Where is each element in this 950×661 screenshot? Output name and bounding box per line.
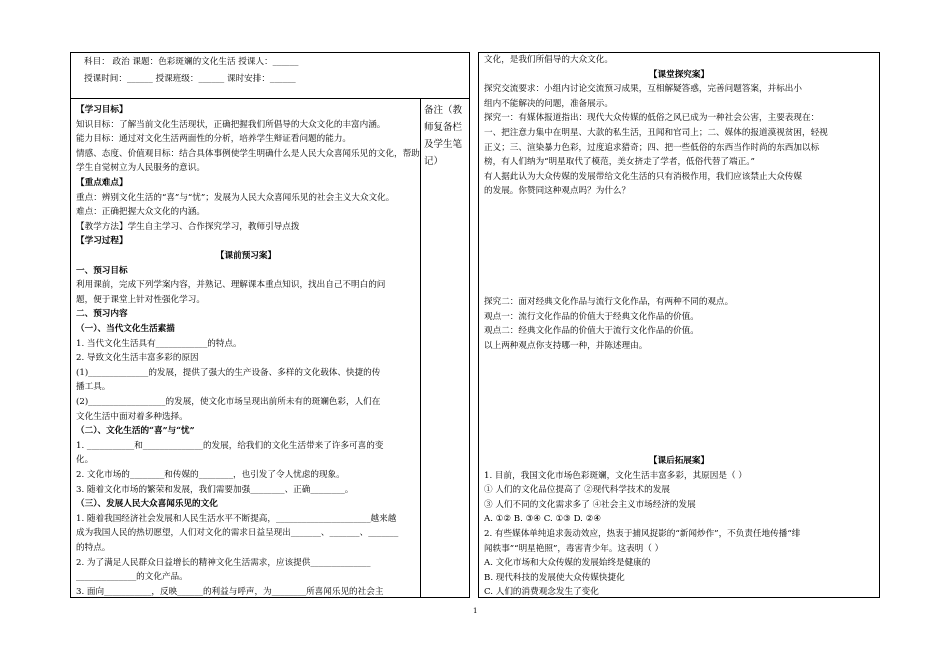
left-line: 题，便于课堂上针对性强化学习。	[76, 294, 205, 305]
right-line: 探究一：有媒体报道指出：现代大众传媒的低俗之风已成为一种社会公害，主要表现在：	[484, 113, 820, 124]
inquiry2-line: 观点一：流行文化作品的价值大于经典文化作品的价值。	[484, 311, 699, 322]
left-line: 【学习过程】	[76, 236, 128, 247]
left-line: 1. 当代文化生活具有____________的特点。	[76, 338, 242, 349]
inquiry2-line: 观点二：经典文化作品的价值大于流行文化作品的价值。	[484, 326, 699, 337]
left-line: 学生自觉树立为人民服务的意识。	[76, 163, 205, 174]
extension-line: 闻轶事”“明星艳照”，毒害青少年。这表明（ ）	[484, 543, 664, 554]
right-line: 榜，有人们纳为“明星取代了模范，美女挤走了学者，低俗代替了端正。”	[484, 157, 755, 168]
left-line: 【课前预习案】	[215, 251, 277, 261]
right-line: 探究交流要求：小组内讨论交流预习成果，互相解疑答惑，完善问题答案，并标出小	[484, 84, 802, 95]
extension-line: C. 人们的消费观念发生了变化	[484, 587, 599, 598]
left-line: 【学习目标】	[76, 105, 128, 115]
right-line: 的发展。你赞同这种观点吗？为什么？	[484, 186, 631, 197]
left-line: 2. 为了满足人民群众日益增长的精神文化生活需求，应该提供______________	[76, 557, 371, 568]
left-line: 1. ___________和______________的发展，给我们的文化生活带来了许多可喜的变	[76, 440, 384, 451]
left-line: （二）、文化生活的“喜”与“忧”	[76, 426, 195, 437]
left-line: 能力目标：通过对文化生活两面性的分析，培养学生辩证看问题的能力。	[76, 134, 352, 145]
notes-divider	[420, 98, 421, 598]
page-number: 1	[473, 607, 478, 615]
extension-line: 1. 目前，我国文化市场色彩斑斓，文化生活丰富多彩，其原因是（ ）	[484, 470, 747, 481]
extension-line: A. 文化市场和大众传媒的发展始终是健康的	[484, 558, 651, 569]
left-line: （三）、发展人民大众喜闻乐见的文化	[76, 499, 218, 510]
left-line: （一）、当代文化生活素描	[76, 324, 175, 334]
right-line: 一、把注意力集中在明星、大款的私生活，丑闻和官司上；二、媒体的报道漠视贫困，轻视	[484, 128, 828, 138]
extension-line: B. 现代科技的发展使大众传媒快捷化	[484, 572, 625, 583]
extension-line: ① 人们的文化品位提高了 ②现代科学技术的发展	[484, 485, 670, 496]
left-line: 的特点。	[76, 543, 111, 553]
left-line: 文化生活中面对着多种选择。	[76, 411, 188, 422]
right-line: 文化，是我们所倡导的大众文化。	[484, 55, 613, 65]
header-subject-line: 科目： 政治 课题：色彩斑斓的文化生活 授课人：______	[84, 57, 299, 67]
left-line: 2. 导致文化生活丰富多彩的原因	[76, 353, 199, 364]
left-line: 重点：辨别文化生活的“喜”与“忧”；发展为人民大众喜闻乐见的社会主义大众文化。	[76, 192, 395, 203]
left-line: 难点：正确把握大众文化的内涵。	[76, 207, 205, 218]
right-line: 组内不能解决的问题，准备展示。	[484, 98, 613, 109]
extension-line: 2. 有些媒体单纯追求轰动效应，热衷于捕风捉影的“新闻炒作”，不负责任地传播“绯	[484, 529, 801, 539]
extension-line: ③ 人们不同的文化需求多了 ④社会主义市场经济的发展	[484, 499, 696, 510]
extension-line: 【课后拓展案】	[648, 456, 710, 466]
inquiry2-line: 探究二：面对经典文化作品与流行文化作品，有两种不同的观点。	[484, 297, 734, 307]
extension-line: A. ①② B. ③④ C. ①③ D. ②④	[484, 514, 602, 525]
left-line: 1. 随着我国经济社会发展和人民生活水平不断提高，______________________越来越	[76, 513, 397, 524]
inquiry2-line: 以上两种观点你支持哪一种，并陈述理由。	[484, 340, 648, 351]
left-line: ______________的文化产品。	[76, 572, 188, 583]
left-line: 利用课前，完成下列学案内容，并熟记、理解课本重点知识，找出自己不明白的问	[76, 280, 386, 291]
left-line: 化。	[76, 455, 94, 466]
left-line: 3. 面向___________，反映______的利益与呼声，为________所喜闻乐见的社会主	[76, 586, 384, 597]
notes-label: 备注（教师复备栏及学生笔记）	[424, 105, 463, 167]
header-time-line: 授课时间：______ 授课班级：______ 课时安排：______	[84, 74, 296, 84]
left-line: 二、预习内容	[76, 309, 128, 320]
left-line: 情感、态度、价值观目标：结合具体事例使学生明确什么是人民大众喜闻乐见的文化，帮助	[76, 148, 420, 159]
left-line: 成为我国人民的热切愿望，人们对文化的需求日益呈现出_______、_______、_______	[76, 528, 399, 539]
left-line: 播工具。	[76, 382, 111, 393]
left-line: 知识目标：了解当前文化生活现状，正确把握我们所倡导的大众文化的丰富内涵。	[76, 119, 386, 130]
left-line: 【重点难点】	[76, 178, 128, 188]
left-line: 2. 文化市场的________和传媒的________，也引发了令人忧虑的现象。	[76, 470, 345, 480]
right-line: 有人据此认为大众传媒的发展带给文化生活的只有消极作用，我们应该禁止大众传媒	[484, 171, 802, 182]
left-line: 【教学方法】学生自主学习、合作探究学习，教师引导点拨	[76, 221, 300, 232]
left-line: (1)______________的发展，提供了强大的生产设备、多样的文化载体、快捷的传	[76, 367, 381, 378]
header-divider	[70, 98, 470, 99]
right-line: 正义；三、渲染暴力色彩，过度追求猎奇；四、把一些低俗的东西当作时尚的东西加以标	[484, 142, 820, 153]
left-line: 3. 随着文化市场的繁荣和发展，我们需要加强________、正确________。	[76, 484, 354, 495]
right-line: 【课堂探究案】	[648, 69, 710, 80]
left-line: (2)__________________的发展，使文化市场呈现出前所未有的斑斓色彩，人们在	[76, 397, 381, 407]
left-line: 一、预习目标	[76, 265, 128, 276]
